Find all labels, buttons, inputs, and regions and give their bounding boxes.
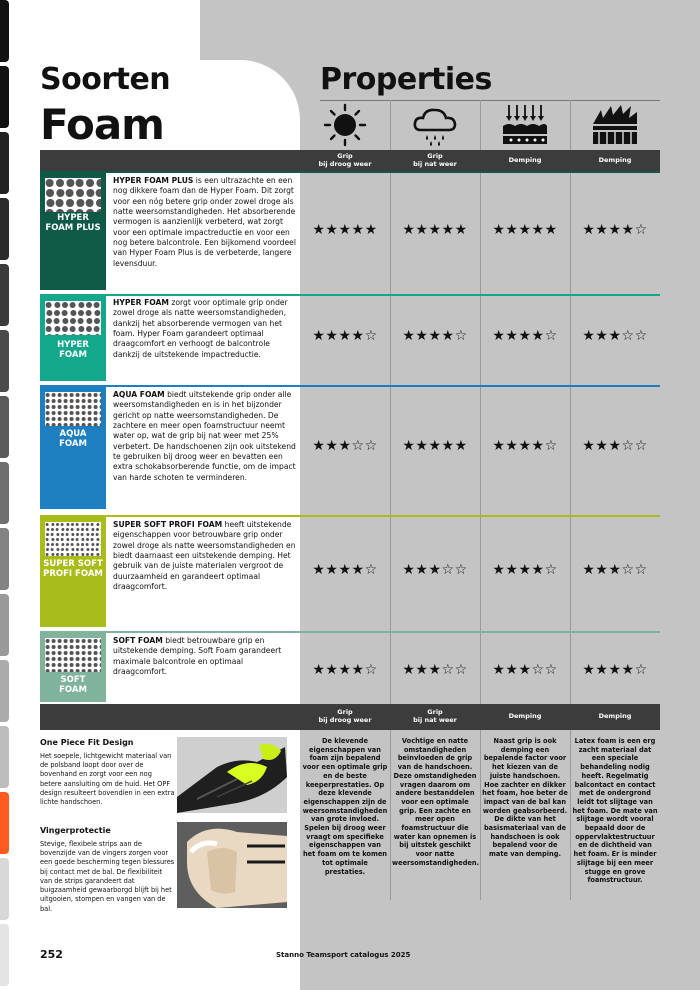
foam-tile <box>40 387 106 509</box>
sun-icon <box>300 102 390 148</box>
star-rating: ★★★★☆ <box>312 328 378 344</box>
footer-grip-dry: Grip bij droog weer <box>318 708 372 724</box>
foam-texture-icon <box>45 178 101 212</box>
glove-opf-photo <box>177 737 287 813</box>
chapter-tab <box>0 792 9 854</box>
foam-tile-label <box>40 340 106 360</box>
foam-tile-label <box>40 675 106 695</box>
star-rating: ★★★★☆ <box>312 662 378 678</box>
chapter-tab <box>0 528 9 590</box>
foam-tile-label-line2: FOAM <box>59 350 87 361</box>
foam-tile <box>40 633 106 702</box>
star-rating: ★★★★☆ <box>402 328 468 344</box>
foam-name: AQUA FOAM <box>113 390 165 399</box>
chapter-tab <box>0 660 9 722</box>
section-text-opf: Het soepele, lichtgewicht materiaal van de polsband loopt door over de bovenhand en zorgt voor een nog betere aansluiting om de huid. Het OPF design resulteert bovendien in een extra lichte handschoen. <box>40 752 175 807</box>
glove-finger-photo <box>177 822 287 908</box>
chapter-tab <box>0 0 9 62</box>
star-rating: ★★★☆☆ <box>402 562 468 578</box>
foam-tile-label-line2: FOAM PLUS <box>45 223 101 234</box>
star-rating: ★★★★☆ <box>312 562 378 578</box>
foam-description <box>113 636 298 677</box>
compression-arrows-icon <box>480 102 570 148</box>
page-number: 252 <box>40 948 63 961</box>
chapter-tab <box>0 462 9 524</box>
column-divider <box>480 100 481 730</box>
section-title-finger: Vingerprotectie <box>40 826 111 835</box>
foam-description <box>113 176 298 269</box>
desc-grip-dry: De klevende eigenschappen van foam zijn bepalend voor een optimale grip en de beste keeperprestaties. Op deze klevende eigenschappen zijn de weersomstandigheden van grote invloed. Spelen bij droog weer vraagt om specifieke eigenschappen van het foam om te komen tot optimale prestaties. <box>302 737 388 876</box>
header-damping-1: Demping <box>508 156 542 165</box>
desc-damping-2: Latex foam is een erg zacht materiaal dat een speciale behandeling nodig heeft. Regelmatig balcontact en contact met de ondergrond leidt tot slijtage van het foam. De mate van slijtage wordt vooral bepaald door de oppervlaktestructuur en de dichtheid van het foam. Er is minder slijtage bij een meer stugge en grove foamstructuur. <box>572 737 658 885</box>
chapter-tab <box>0 924 9 986</box>
star-rating: ★★★★☆ <box>492 438 558 454</box>
header-grip-dry: Grip bij droog weer <box>318 152 372 168</box>
chapter-tab <box>0 858 9 920</box>
star-rating: ★★★☆☆ <box>582 562 648 578</box>
foam-tile <box>40 173 106 290</box>
foam-name: SUPER SOFT PROFI FOAM <box>113 520 223 529</box>
chapter-tab <box>0 198 9 260</box>
foam-tile-label <box>40 429 106 449</box>
foam-name: HYPER FOAM <box>113 298 169 307</box>
chapter-tab <box>0 396 9 458</box>
star-rating: ★★★★★ <box>492 222 558 238</box>
foam-texture-icon <box>45 638 101 672</box>
foam-row-separator <box>40 631 660 633</box>
column-divider <box>390 100 391 730</box>
chapter-tab <box>0 264 9 326</box>
properties-header-bar <box>40 150 660 172</box>
column-divider <box>570 100 571 730</box>
header-grip-wet: Grip bij nat weer <box>413 152 457 168</box>
foam-description-text: biedt uitstekende grip onder alle weersomstandigheden en is in het bijzonder gericht op natte weersomstandigheden. De zachtere en meer open foamstructuur neemt water op, wat de grip bij nat weer met 25% verbetert. De handschoenen zijn ook uitstekend te gebruiken bij droog weer en bevatten een extra schokabsorberende functie, om de impact van harde schoten te verminderen. <box>113 390 296 482</box>
section-title-opf: One Piece Fit Design <box>40 738 134 747</box>
header-damping-2: Demping <box>598 156 632 165</box>
rain-cloud-icon <box>390 102 480 148</box>
star-rating: ★★★☆☆ <box>582 328 648 344</box>
foam-tile-label-line2: PROFI FOAM <box>43 569 103 580</box>
foam-tile-label-line2: FOAM <box>59 439 87 450</box>
foam-description <box>113 390 298 483</box>
foam-tile <box>40 296 106 381</box>
desc-damping-1: Naast grip is ook demping een bepalende factor voor het kiezen van de juiste handschoen. Hoe zachter en dikker het foam, hoe beter de impact van de bal kan worden geabsorbeerd. De dikte van het basismateriaal van de handschoen is ook bepalend voor de mate van demping. <box>482 737 568 859</box>
column-divider <box>570 730 571 900</box>
chapter-tab <box>0 726 9 788</box>
foam-row-separator <box>40 385 660 387</box>
foam-row-separator <box>40 515 660 517</box>
foam-tile-label-line2: FOAM <box>59 685 87 696</box>
page-title-line2: Foam <box>40 100 164 149</box>
title-underline <box>320 100 660 101</box>
foam-description-text: biedt betrouwbare grip en uitstekende demping. Soft Foam garandeert maximale balcontrole en optimaal draagcomfort. <box>113 636 282 676</box>
star-rating: ★★★★★ <box>312 222 378 238</box>
impact-zigzag-icon <box>570 102 660 148</box>
foam-row-separator <box>40 294 660 296</box>
star-rating: ★★★★☆ <box>582 662 648 678</box>
foam-tile-label-line1: SUPER SOFT <box>43 559 103 569</box>
section-text-finger: Stevige, flexibele strips aan de bovenzijde van de vingers zorgen voor een goede bescherming tegen blessures bij contact met de bal. De flexibiliteit van de strips garandeert dat buigzaamheid gewaarborgd blijft bij het uitgooien, stompen en vangen van de bal. <box>40 840 175 913</box>
star-rating: ★★★★★ <box>402 438 468 454</box>
chapter-tab <box>0 594 9 656</box>
foam-name: SOFT FOAM <box>113 636 163 645</box>
foam-description-text: zorgt voor optimale grip onder zowel droge als natte weersomstandigheden, dankzij het absorberende vermogen van het foam. Hyper Foam garandeert optimaal draagcomfort en verhoogt de balcontrole dankzij de uitstekende impactreductie. <box>113 298 288 359</box>
foam-name: HYPER FOAM PLUS <box>113 176 194 185</box>
star-rating: ★★★★☆ <box>492 562 558 578</box>
foam-row-separator <box>40 171 660 173</box>
foam-tile-label-line1: SOFT <box>60 675 86 685</box>
star-rating: ★★★☆☆ <box>582 438 648 454</box>
page-title-line1: Soorten <box>40 62 171 97</box>
star-rating: ★★★☆☆ <box>312 438 378 454</box>
foam-texture-icon <box>45 301 101 335</box>
foam-tile-label-line1: HYPER <box>57 213 89 223</box>
foam-tile-label <box>40 213 106 233</box>
footer-damping-2: Demping <box>598 712 632 721</box>
foam-texture-icon <box>45 522 101 556</box>
chapter-tab <box>0 66 9 128</box>
white-panel-top <box>0 0 200 60</box>
foam-description <box>113 520 298 592</box>
star-rating: ★★★★★ <box>402 222 468 238</box>
properties-footer-bar <box>40 704 660 730</box>
foam-description-text: is een ultrazachte en een nog dikkere foam dan de Hyper Foam. Dit zorgt voor een nóg betere grip onder zowel droge als natte weersomstandigheden. Het absorberende vermogen is aanzienlijk verbeterd, wat zorgt voor een optimale impactreductie en voor een nog betere balcontrole. Een bijkomend voordeel van Hyper Foam Plus is de verbeterde, langere levensduur. <box>113 176 296 268</box>
star-rating: ★★★★☆ <box>492 328 558 344</box>
properties-title: Properties <box>320 62 492 97</box>
chapter-tab <box>0 132 9 194</box>
foam-tile <box>40 517 106 627</box>
footer-damping-1: Demping <box>508 712 542 721</box>
foam-tile-label <box>40 559 106 579</box>
star-rating: ★★★★☆ <box>582 222 648 238</box>
desc-grip-wet: Vochtige en natte omstandigheden beïnvloeden de grip van de handschoen. Deze omstandigheden vragen daarom om andere bestanddelen voor een optimale grip. Een zachte en meer open foamstructuur die water kan opnemen is bij uitstek geschikt voor natte weersomstandigheden. <box>392 737 480 867</box>
column-divider <box>480 730 481 900</box>
footer-grip-wet: Grip bij nat weer <box>413 708 457 724</box>
foam-texture-icon <box>45 392 101 426</box>
catalogue-title: Stanno Teamsport catalogus 2025 <box>276 951 411 959</box>
star-rating: ★★★☆☆ <box>402 662 468 678</box>
chapter-tab <box>0 330 9 392</box>
foam-tile-label-line1: HYPER <box>57 340 89 350</box>
star-rating: ★★★☆☆ <box>492 662 558 678</box>
foam-description <box>113 298 298 360</box>
foam-tile-label-line1: AQUA <box>59 429 87 439</box>
foam-description-text: heeft uitstekende eigenschappen voor betrouwbare grip onder zowel droge als natte weersomstandigheden en biedt daarnaast een uitstekende demping. Het gebruik van de juiste materialen vergroot de duurzaamheid en garandeert optimaal draagcomfort. <box>113 520 296 591</box>
column-divider <box>390 730 391 900</box>
